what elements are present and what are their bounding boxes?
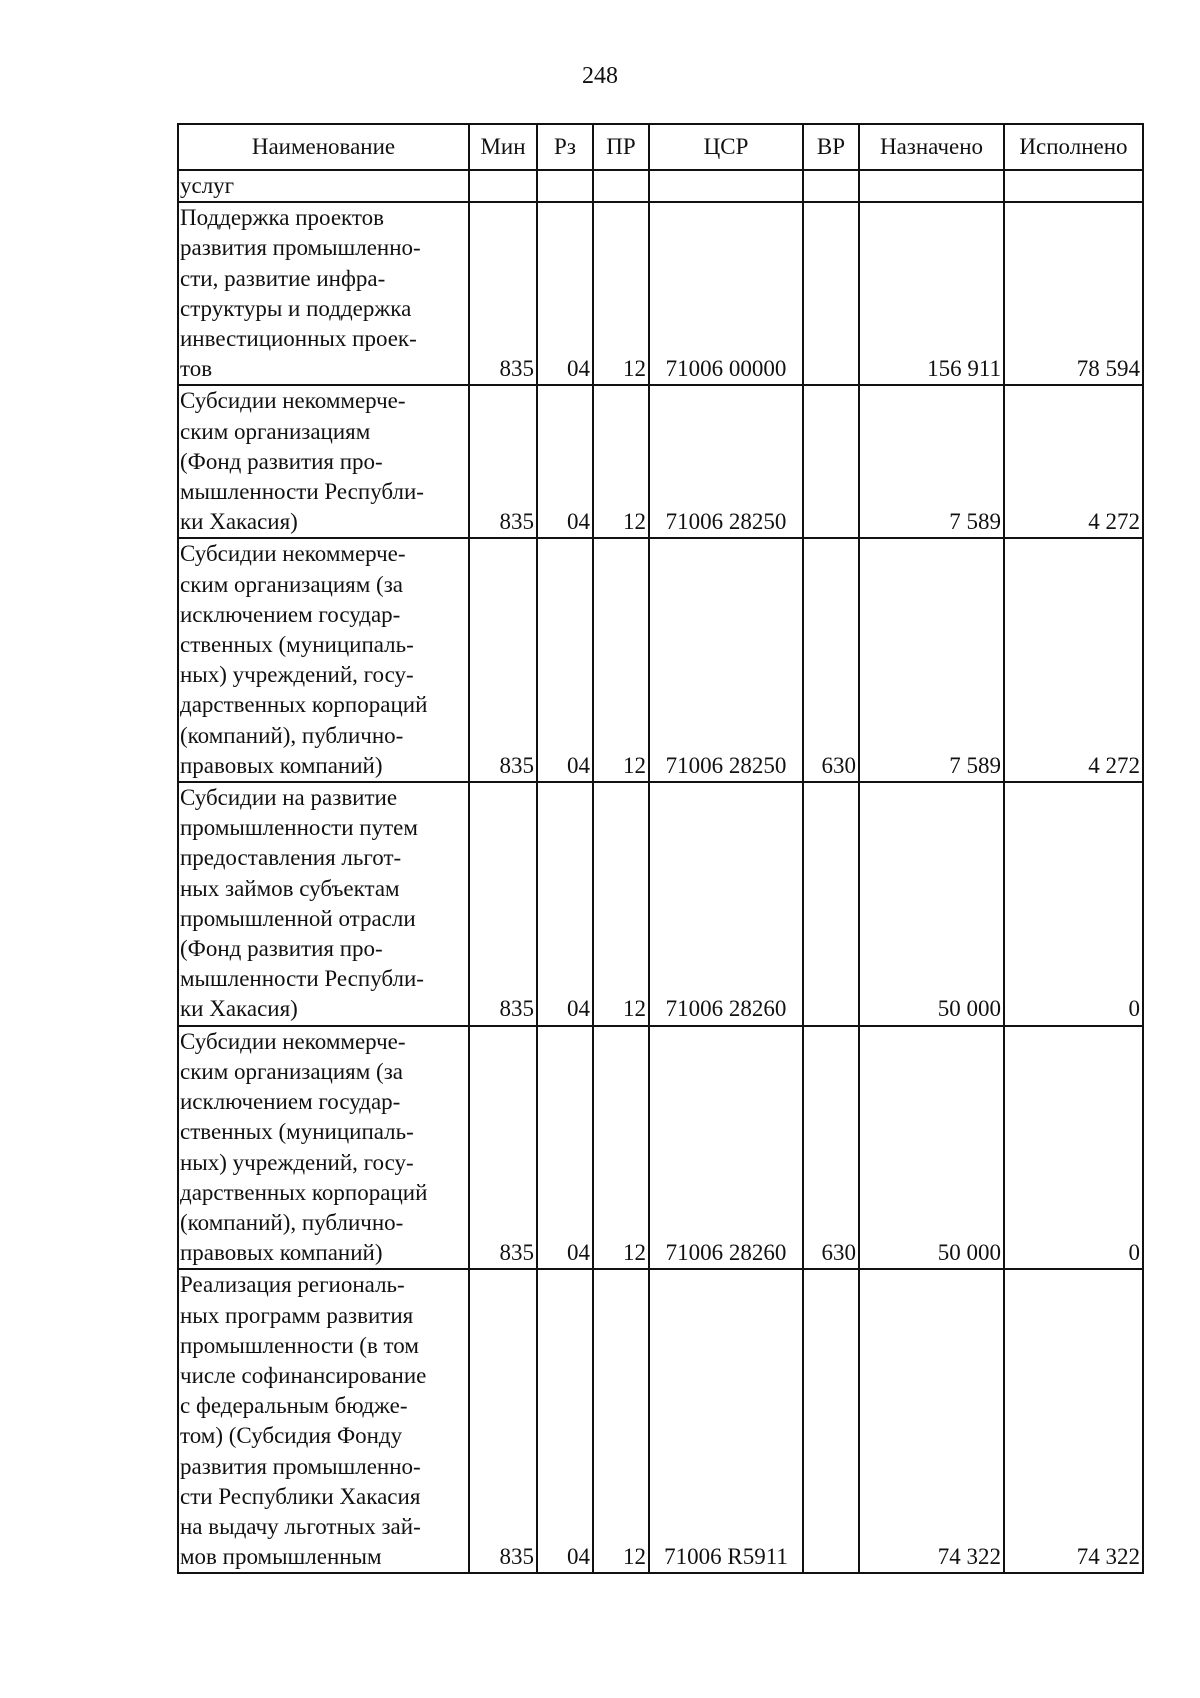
cell-rz [537, 170, 593, 202]
name-line: ственных (муниципаль- [180, 1119, 414, 1145]
name-line: услуг [180, 173, 235, 198]
cell-name [178, 538, 469, 782]
name-line: промышленности (в том [180, 1332, 419, 1358]
name-line: сти Республики Хакасия [180, 1483, 421, 1509]
cell-min: 835 [469, 1269, 537, 1573]
name-line: ским организациям (за [180, 1058, 404, 1084]
cell-pr: 12 [593, 202, 649, 385]
name-line: ных займов субъектам [180, 875, 400, 901]
name-line: тов [180, 356, 213, 382]
name-line: дарственных корпораций [180, 1179, 428, 1205]
name-line: исключением государ- [180, 601, 401, 627]
cell-csr: 71006 28250 [649, 385, 803, 538]
cell-name [178, 1269, 469, 1573]
header-rz: Рз [537, 124, 593, 170]
cell-rz: 04 [537, 1269, 593, 1573]
header-csr: ЦСР [649, 124, 803, 170]
cell-min: 835 [469, 1026, 537, 1270]
name-line: на выдачу льготных зай- [180, 1513, 421, 1539]
cell-executed [1004, 170, 1143, 202]
name-line: дарственных корпораций [180, 692, 428, 718]
name-line: ским организациям (за [180, 571, 404, 597]
cell-executed: 74 322 [1004, 1269, 1143, 1573]
cell-pr [593, 170, 649, 202]
cell-pr: 12 [593, 538, 649, 782]
cell-pr: 12 [593, 782, 649, 1026]
name-line: ки Хакасия) [180, 996, 298, 1022]
table-row [178, 782, 1143, 1026]
name-line: ственных (муниципаль- [180, 632, 414, 658]
cell-name [178, 385, 469, 538]
name-line: мов промышленным [180, 1544, 382, 1570]
cell-pr: 12 [593, 1026, 649, 1270]
budget-table [177, 123, 1144, 1574]
cell-assigned [859, 170, 1004, 202]
name-line: Субсидии некоммерче- [180, 1028, 406, 1054]
name-line: ных программ развития [180, 1302, 414, 1328]
table-row [178, 1269, 1143, 1573]
cell-assigned: 7 589 [859, 538, 1004, 782]
cell-assigned: 7 589 [859, 385, 1004, 538]
cell-min: 835 [469, 538, 537, 782]
name-line: развития промышленно- [180, 235, 421, 261]
cell-pr: 12 [593, 385, 649, 538]
cell-min: 835 [469, 385, 537, 538]
name-line: числе софинансирование [180, 1362, 427, 1388]
header-name: Наименование [178, 124, 469, 170]
cell-csr: 71006 00000 [649, 202, 803, 385]
name-line: правовых компаний) [180, 1240, 383, 1266]
cell-min [469, 170, 537, 202]
cell-pr: 12 [593, 1269, 649, 1573]
name-line: том) (Субсидия Фонду [180, 1423, 403, 1449]
cell-csr [649, 170, 803, 202]
name-line: (компаний), публично- [180, 1209, 404, 1235]
cell-assigned: 50 000 [859, 782, 1004, 1026]
cell-name [178, 782, 469, 1026]
name-line: промышленности путем [180, 815, 418, 841]
table-row [178, 202, 1143, 385]
name-line: структуры и поддержка [180, 295, 412, 321]
cell-csr: 71006 28250 [649, 538, 803, 782]
cell-name [178, 202, 469, 385]
name-line: развития промышленно- [180, 1453, 421, 1479]
name-line: Поддержка проектов [180, 205, 385, 231]
name-line: (Фонд развития про- [180, 448, 383, 474]
name-line: Субсидии некоммерче- [180, 388, 406, 414]
name-line: мышленности Республи- [180, 966, 424, 992]
cell-assigned: 156 911 [859, 202, 1004, 385]
cell-rz: 04 [537, 202, 593, 385]
header-vr: ВР [803, 124, 859, 170]
cell-csr: 71006 28260 [649, 1026, 803, 1270]
table-row [178, 385, 1143, 538]
cell-vr [803, 385, 859, 538]
cell-vr [803, 782, 859, 1026]
cell-name [178, 1026, 469, 1270]
name-line: мышленности Республи- [180, 479, 424, 505]
table-row [178, 1026, 1143, 1270]
name-line: ных) учреждений, госу- [180, 1149, 414, 1175]
name-line: инвестиционных проек- [180, 326, 417, 352]
cell-min: 835 [469, 202, 537, 385]
cell-csr: 71006 28260 [649, 782, 803, 1026]
cell-assigned: 74 322 [859, 1269, 1004, 1573]
cell-executed: 0 [1004, 1026, 1143, 1270]
cell-vr [803, 170, 859, 202]
name-line: ки Хакасия) [180, 509, 298, 535]
name-line: с федеральным бюдже- [180, 1393, 408, 1419]
cell-csr: 71006 R5911 [649, 1269, 803, 1573]
table-row [178, 170, 1143, 202]
cell-min: 835 [469, 782, 537, 1026]
name-line: Реализация региональ- [180, 1272, 405, 1298]
name-line: (Фонд развития про- [180, 936, 383, 962]
name-line: предоставления льгот- [180, 845, 402, 871]
cell-executed: 4 272 [1004, 385, 1143, 538]
header-pr: ПР [593, 124, 649, 170]
cell-rz: 04 [537, 538, 593, 782]
name-line: Субсидии на развитие [180, 785, 398, 811]
cell-executed: 4 272 [1004, 538, 1143, 782]
cell-vr [803, 1269, 859, 1573]
cell-executed: 0 [1004, 782, 1143, 1026]
cell-assigned: 50 000 [859, 1026, 1004, 1270]
header-min: Мин [469, 124, 537, 170]
cell-executed: 78 594 [1004, 202, 1143, 385]
table-header-row [178, 124, 1143, 170]
page-number: 248 [582, 63, 618, 89]
name-line: промышленной отрасли [180, 905, 416, 931]
cell-rz: 04 [537, 1026, 593, 1270]
name-line: ским организациям [180, 418, 371, 444]
table-body [178, 170, 1143, 1573]
cell-vr: 630 [803, 538, 859, 782]
cell-name [178, 170, 469, 202]
cell-rz: 04 [537, 782, 593, 1026]
cell-rz: 04 [537, 385, 593, 538]
name-line: (компаний), публично- [180, 722, 404, 748]
name-line: исключением государ- [180, 1089, 401, 1115]
table-row [178, 538, 1143, 782]
name-line: ных) учреждений, госу- [180, 662, 414, 688]
header-assigned: Назначено [859, 124, 1004, 170]
name-line: правовых компаний) [180, 752, 383, 778]
cell-vr [803, 202, 859, 385]
name-line: сти, развитие инфра- [180, 265, 386, 291]
cell-vr: 630 [803, 1026, 859, 1270]
name-line: Субсидии некоммерче- [180, 541, 406, 567]
header-executed: Исполнено [1004, 124, 1143, 170]
